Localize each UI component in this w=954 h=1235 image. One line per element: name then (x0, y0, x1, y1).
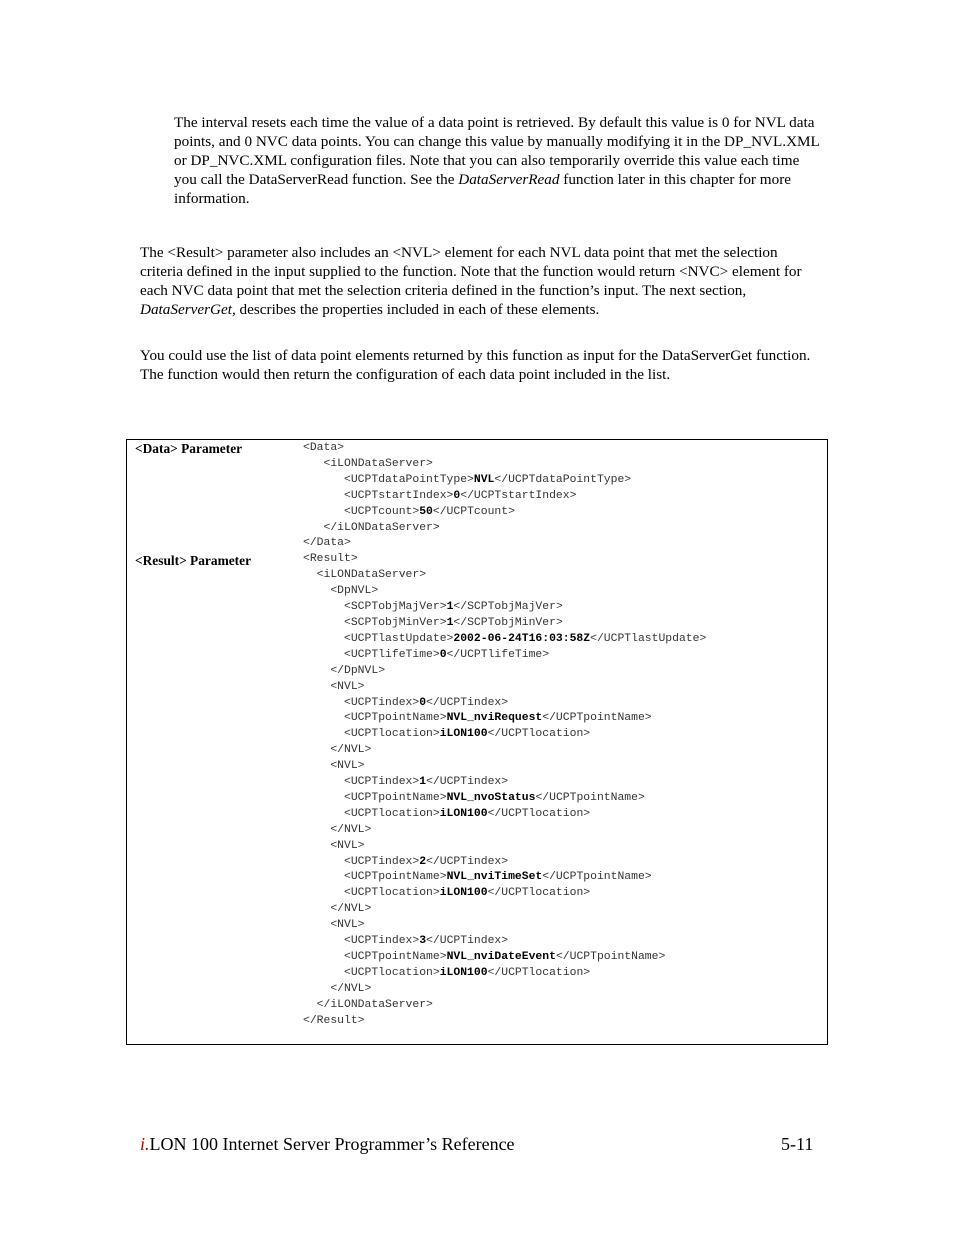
footer-title (140, 1134, 515, 1155)
code-value: iLON100 (439, 728, 488, 741)
code-line (303, 568, 706, 584)
code-indent (303, 903, 330, 915)
code-close-tag: </UCPTlastUpdate> (590, 632, 707, 645)
code-close-tag: </UCPTindex> (426, 935, 509, 948)
code-line (303, 966, 706, 982)
code-indent (303, 728, 344, 740)
code-indent (303, 681, 330, 693)
code-line (303, 711, 706, 727)
code-indent (303, 585, 330, 597)
code-open-tag: <UCPTindex> (344, 935, 420, 948)
code-indent (303, 744, 330, 756)
code-line (303, 918, 706, 934)
code-line (303, 473, 706, 489)
code-open-tag: <UCPTlocation> (344, 966, 440, 979)
code-line (303, 457, 706, 473)
code-indent (303, 856, 344, 868)
code-value: 50 (419, 505, 433, 518)
code-open-tag: <UCPTpointName> (344, 951, 447, 963)
code-indent (303, 887, 344, 899)
result-paragraph (140, 243, 820, 319)
code-close-tag: </UCPTindex> (426, 776, 509, 789)
code-open-tag: <UCPTlifeTime> (344, 648, 440, 661)
code-line (303, 870, 706, 886)
code-line (303, 775, 706, 791)
code-close-tag: </UCPTstartIndex> (460, 489, 577, 502)
code-close-tag: </SCPTobjMinVer> (453, 616, 563, 629)
code-line (303, 552, 706, 568)
code-indent (303, 490, 344, 502)
code-open-tag: <UCPTpointName> (344, 712, 447, 725)
code-line (303, 521, 706, 537)
code-indent (303, 808, 344, 820)
code-indent (303, 474, 344, 486)
code-value: 0 (419, 696, 427, 709)
code-line (303, 791, 706, 807)
code-value: iLON100 (439, 966, 488, 979)
code-indent (303, 633, 344, 645)
code-open-tag: <iLONDataServer> (316, 569, 427, 582)
code-line (303, 536, 706, 552)
code-close-tag: </UCPTlocation> (487, 807, 591, 820)
code-open-tag: <UCPTcount> (344, 505, 420, 518)
code-close-tag: </UCPTpointName> (542, 712, 652, 725)
code-indent (303, 697, 344, 709)
code-close-tag: </UCPTpointName> (555, 951, 666, 963)
code-line (303, 441, 706, 457)
code-indent (303, 665, 330, 677)
result-text-before: The <Result> parameter also includes an <NVL> element for each NVL data point that met the selection criteria defined in the input supplied to the function. Note that the function would return <NVC> element for each NVC data point that met the selection criteria defined in the function’s input. The next section, (140, 244, 802, 299)
code-line (303, 680, 706, 696)
code-indent (303, 712, 344, 724)
xml-code-block (303, 441, 706, 1030)
code-indent (303, 871, 344, 883)
result-text-after: describes the properties included in each of these elements. (235, 301, 600, 318)
code-open-tag: <NVL> (330, 760, 365, 773)
code-close-tag: </UCPTdataPointType> (494, 473, 632, 486)
interval-text-before: The interval resets each time the value of a data point is retrieved. By default this value is 0 for NVL data points, and 0 NVC data points. You can change this value by manually modifying it in the DP_NVL.XML or DP_NVC.XML configuration files. Note that you can also temporarily override this value each time you call the DataServerRead function. See the (174, 114, 820, 188)
code-value: 1 (419, 776, 427, 789)
code-line (303, 616, 706, 632)
code-indent (303, 458, 324, 470)
code-close-tag: </UCPTpointName> (535, 791, 645, 804)
code-indent (303, 776, 344, 788)
page-number: 5-11 (781, 1134, 814, 1154)
code-line (303, 505, 706, 521)
code-indent (303, 792, 344, 804)
footer-title-rest: LON 100 Internet Server Programmer’s Reference (149, 1134, 515, 1154)
code-open-tag: <SCPTobjMinVer> (344, 616, 447, 629)
code-open-tag: </NVL> (330, 823, 372, 836)
code-open-tag: <UCPTlocation> (344, 728, 440, 741)
code-value: NVL_nviDateEvent (446, 951, 556, 963)
code-line (303, 950, 706, 966)
code-open-tag: </NVL> (330, 982, 372, 995)
code-open-tag: </DpNVL> (330, 664, 386, 677)
code-open-tag: </Data> (303, 537, 351, 550)
code-open-tag: <UCPTstartIndex> (344, 489, 454, 502)
code-line (303, 489, 706, 505)
code-open-tag: </Result> (303, 1014, 365, 1027)
code-open-tag: <UCPTpointName> (344, 871, 447, 884)
code-line (303, 648, 706, 664)
code-value: 3 (419, 935, 427, 948)
code-indent (303, 919, 330, 931)
code-close-tag: </SCPTobjMajVer> (453, 601, 563, 614)
code-indent (303, 760, 330, 772)
list-paragraph: You could use the list of data point elements returned by this function as input for the DataServerGet function. The function would then return the configuration of each data point included in the list. (140, 347, 811, 383)
footer-title-prefix: i. (140, 1134, 150, 1154)
code-open-tag: <iLONDataServer> (323, 457, 433, 470)
code-open-tag: </iLONDataServer> (316, 998, 433, 1011)
code-line (303, 982, 706, 998)
interval-text-after: function later in this chapter for more information. (174, 171, 791, 207)
code-open-tag: <UCPTindex> (344, 776, 420, 789)
code-line (303, 886, 706, 902)
code-value: 1 (446, 601, 454, 614)
code-close-tag: </UCPTlifeTime> (446, 648, 550, 661)
code-indent (303, 824, 330, 836)
code-open-tag: </NVL> (330, 744, 372, 757)
code-value: NVL_nvoStatus (446, 791, 536, 804)
code-open-tag: <Result> (303, 553, 358, 566)
code-line (303, 743, 706, 759)
code-line (303, 855, 706, 871)
code-open-tag: <DpNVL> (330, 585, 379, 598)
code-indent (303, 967, 344, 979)
code-open-tag: <SCPTobjMajVer> (344, 601, 447, 614)
result-emphasis: DataServerGet, (140, 301, 236, 318)
code-line (303, 1014, 706, 1030)
code-indent (303, 601, 344, 613)
code-open-tag: </iLONDataServer> (323, 521, 440, 534)
code-close-tag: </UCPTindex> (426, 696, 509, 709)
code-indent (303, 569, 317, 581)
code-line (303, 839, 706, 855)
code-value: 1 (446, 616, 454, 629)
code-close-tag: </UCPTindex> (426, 855, 509, 868)
code-line (303, 696, 706, 712)
code-value: 0 (453, 489, 461, 502)
code-open-tag: <NVL> (330, 919, 365, 932)
code-line (303, 584, 706, 600)
code-indent (303, 506, 344, 518)
code-line (303, 632, 706, 648)
code-open-tag: <UCPTlocation> (344, 807, 440, 820)
data-parameter-label: <Data> Parameter (135, 441, 243, 456)
code-indent (303, 951, 344, 963)
parameter-table (126, 439, 828, 1045)
code-line (303, 998, 706, 1014)
code-open-tag: <UCPTlocation> (344, 887, 440, 900)
code-open-tag: <UCPTindex> (344, 696, 420, 709)
code-indent (303, 983, 330, 995)
code-value: 0 (439, 648, 447, 661)
code-indent (303, 935, 344, 947)
code-open-tag: <NVL> (330, 839, 365, 852)
code-line (303, 727, 706, 743)
code-indent (303, 649, 344, 661)
code-open-tag: <Data> (303, 442, 345, 454)
code-line (303, 823, 706, 839)
code-open-tag: <UCPTindex> (344, 855, 420, 868)
code-value: iLON100 (439, 807, 488, 820)
code-value: 2002-06-24T16:03:58Z (453, 632, 591, 645)
code-indent (303, 617, 344, 629)
code-value: NVL_nviRequest (446, 712, 543, 725)
code-open-tag: <NVL> (330, 680, 365, 693)
code-close-tag: </UCPTlocation> (487, 887, 591, 900)
code-close-tag: </UCPTlocation> (487, 728, 591, 741)
code-line (303, 902, 706, 918)
code-line (303, 664, 706, 680)
code-open-tag: <UCPTpointName> (344, 791, 447, 804)
code-open-tag: </NVL> (330, 903, 372, 916)
code-indent (303, 522, 324, 534)
code-value: 2 (419, 855, 427, 868)
code-indent (303, 999, 317, 1011)
code-open-tag: <UCPTlastUpdate> (344, 632, 454, 645)
code-line (303, 807, 706, 823)
code-indent (303, 840, 330, 852)
code-line (303, 934, 706, 950)
code-line (303, 600, 706, 616)
result-parameter-label: <Result> Parameter (135, 553, 252, 568)
code-line (303, 759, 706, 775)
code-open-tag: <UCPTdataPointType> (344, 473, 474, 486)
code-close-tag: </UCPTlocation> (487, 966, 591, 979)
code-close-tag: </UCPTpointName> (542, 871, 652, 884)
code-value: NVL (473, 473, 495, 486)
code-value: iLON100 (439, 887, 488, 900)
code-close-tag: </UCPTcount> (432, 505, 515, 518)
code-value: NVL_nviTimeSet (446, 871, 543, 884)
interval-emphasis: DataServerRead (458, 171, 560, 188)
interval-paragraph (174, 113, 824, 208)
